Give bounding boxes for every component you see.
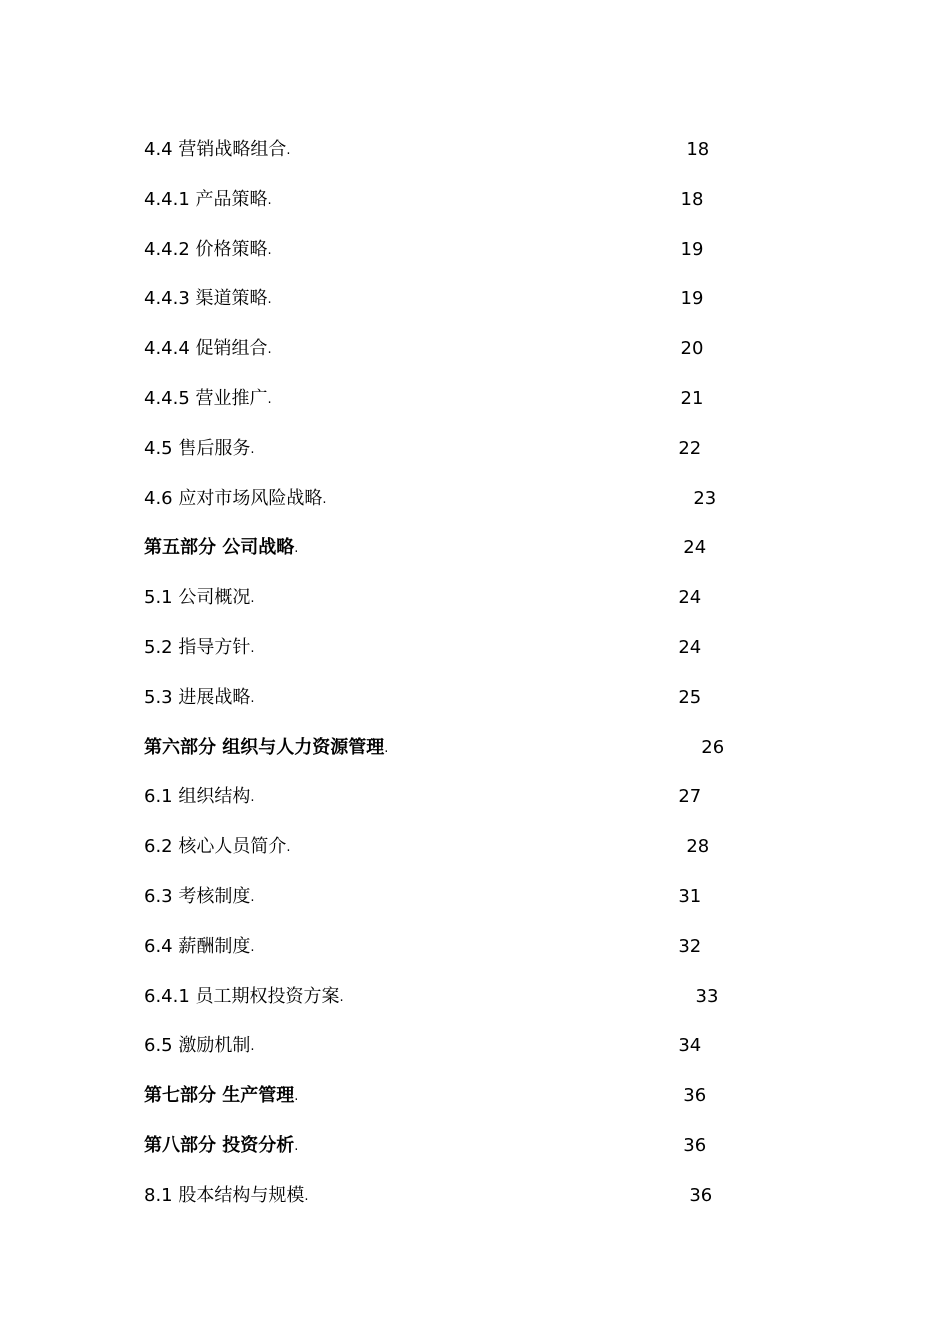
toc-dot-leader: . — [384, 740, 389, 756]
toc-page-number: 23 — [693, 487, 717, 509]
toc-entry-title: 6.1 组织结构 — [144, 786, 251, 808]
toc-page-number: 32 — [678, 935, 702, 957]
toc-entry-title: 6.4 薪酬制度 — [144, 935, 251, 957]
toc-entry[interactable] — [144, 1032, 744, 1082]
toc-entry-title: 6.4.1 员工期权投资方案 — [144, 985, 340, 1007]
toc-entry[interactable] — [144, 883, 744, 933]
toc-page-number: 36 — [689, 1184, 713, 1206]
toc-dot-leader: . — [286, 143, 291, 158]
toc-dot-leader: . — [267, 391, 273, 407]
toc-page-number: 20 — [680, 338, 704, 360]
toc-dot-leader: . — [267, 242, 273, 258]
toc-page-number: 36 — [683, 1134, 707, 1156]
toc-page-number: 19 — [680, 288, 704, 310]
toc-page-number: 34 — [678, 1035, 702, 1057]
toc-entry-title: 4.4.1 产品策略 — [144, 188, 268, 210]
toc-entry-title: 6.5 激励机制 — [144, 1035, 251, 1057]
toc-dot-leader: . — [286, 840, 291, 856]
toc-entry[interactable] — [144, 933, 744, 983]
toc-entry[interactable] — [144, 534, 744, 584]
toc-entry[interactable] — [144, 734, 744, 784]
toc-entry-title: 第六部分 组织与人力资源管理 — [144, 736, 385, 758]
toc-page-number: 21 — [680, 387, 704, 409]
toc-entry-title: 4.4.2 价格策略 — [144, 238, 268, 260]
toc-page-number: 18 — [686, 139, 710, 160]
toc-dot-leader: . — [250, 790, 255, 806]
toc-dot-leader: . — [250, 640, 255, 656]
toc-page-number: 18 — [680, 188, 704, 210]
toc-dot-leader: . — [322, 491, 327, 507]
toc-entry-title: 5.2 指导方针 — [144, 636, 251, 658]
toc-page-number: 33 — [695, 985, 719, 1007]
toc-dot-leader: . — [294, 541, 299, 557]
toc-page-number: 27 — [678, 786, 702, 808]
toc-entry-title: 4.4.3 渠道策略 — [144, 288, 268, 310]
toc-entry[interactable] — [144, 1082, 744, 1132]
toc-entry[interactable] — [144, 335, 744, 385]
toc-entry[interactable] — [144, 485, 744, 535]
toc-entry[interactable] — [144, 435, 744, 485]
toc-page-number: 22 — [678, 437, 702, 459]
toc-page-number: 36 — [683, 1085, 707, 1107]
toc-entry[interactable] — [144, 385, 744, 435]
toc-entry-title: 4.6 应对市场风险战略 — [144, 487, 323, 509]
toc-page-number: 24 — [678, 636, 702, 658]
toc-entry[interactable] — [144, 584, 744, 634]
toc-entry-title: 4.4.5 营业推广 — [144, 387, 268, 409]
toc-dot-leader: . — [339, 989, 345, 1005]
toc-entry-title: 4.4.4 促销组合 — [144, 338, 268, 360]
toc-page-number: 24 — [678, 587, 702, 609]
toc-entry-title: 6.2 核心人员简介 — [144, 836, 287, 858]
toc-entry[interactable] — [144, 684, 744, 734]
toc-entry-title: 6.3 考核制度 — [144, 885, 251, 907]
toc-dot-leader: . — [250, 1039, 255, 1055]
toc-page-number: 26 — [701, 736, 725, 758]
toc-dot-leader: . — [250, 441, 255, 457]
toc-entry[interactable] — [144, 236, 744, 286]
toc-entry[interactable] — [144, 1182, 744, 1232]
toc-entry[interactable] — [144, 783, 744, 833]
toc-page-number: 25 — [678, 686, 702, 708]
toc-entry[interactable] — [144, 186, 744, 236]
toc-entry-title: 第八部分 投资分析 — [144, 1134, 295, 1156]
toc-entry-title: 第五部分 公司战略 — [144, 537, 295, 559]
toc-entry-title: 第七部分 生产管理 — [144, 1085, 295, 1107]
toc-dot-leader: . — [294, 1138, 299, 1154]
toc-entry-title: 4.5 售后服务 — [144, 437, 251, 459]
toc-entry[interactable] — [144, 833, 744, 883]
toc-entry[interactable] — [144, 983, 744, 1033]
toc-page-number: 31 — [678, 885, 702, 907]
toc-dot-leader: . — [267, 192, 273, 208]
toc-dot-leader: . — [250, 690, 255, 706]
toc-dot-leader: . — [250, 939, 255, 955]
toc-page-number: 28 — [686, 836, 710, 858]
toc-entry-title: 4.4 营销战略组合 — [144, 139, 287, 160]
toc-dot-leader: . — [250, 591, 255, 607]
toc-entry[interactable] — [144, 1132, 744, 1182]
toc-dot-leader: . — [250, 889, 255, 905]
toc-page-number: 19 — [680, 238, 704, 260]
toc-entry-title: 8.1 股本结构与规模 — [144, 1184, 305, 1206]
toc-entry[interactable] — [144, 634, 744, 684]
toc-entry[interactable] — [144, 285, 744, 335]
toc-dot-leader: . — [267, 292, 273, 308]
toc-page-number: 24 — [683, 537, 707, 559]
toc-dot-leader: . — [304, 1188, 309, 1204]
toc-entry[interactable] — [144, 136, 744, 186]
toc-dot-leader: . — [267, 342, 273, 358]
toc-dot-leader: . — [294, 1089, 299, 1105]
table-of-contents — [144, 136, 744, 1232]
toc-entry-title: 5.3 进展战略 — [144, 686, 251, 708]
toc-entry-title: 5.1 公司概况 — [144, 587, 251, 609]
